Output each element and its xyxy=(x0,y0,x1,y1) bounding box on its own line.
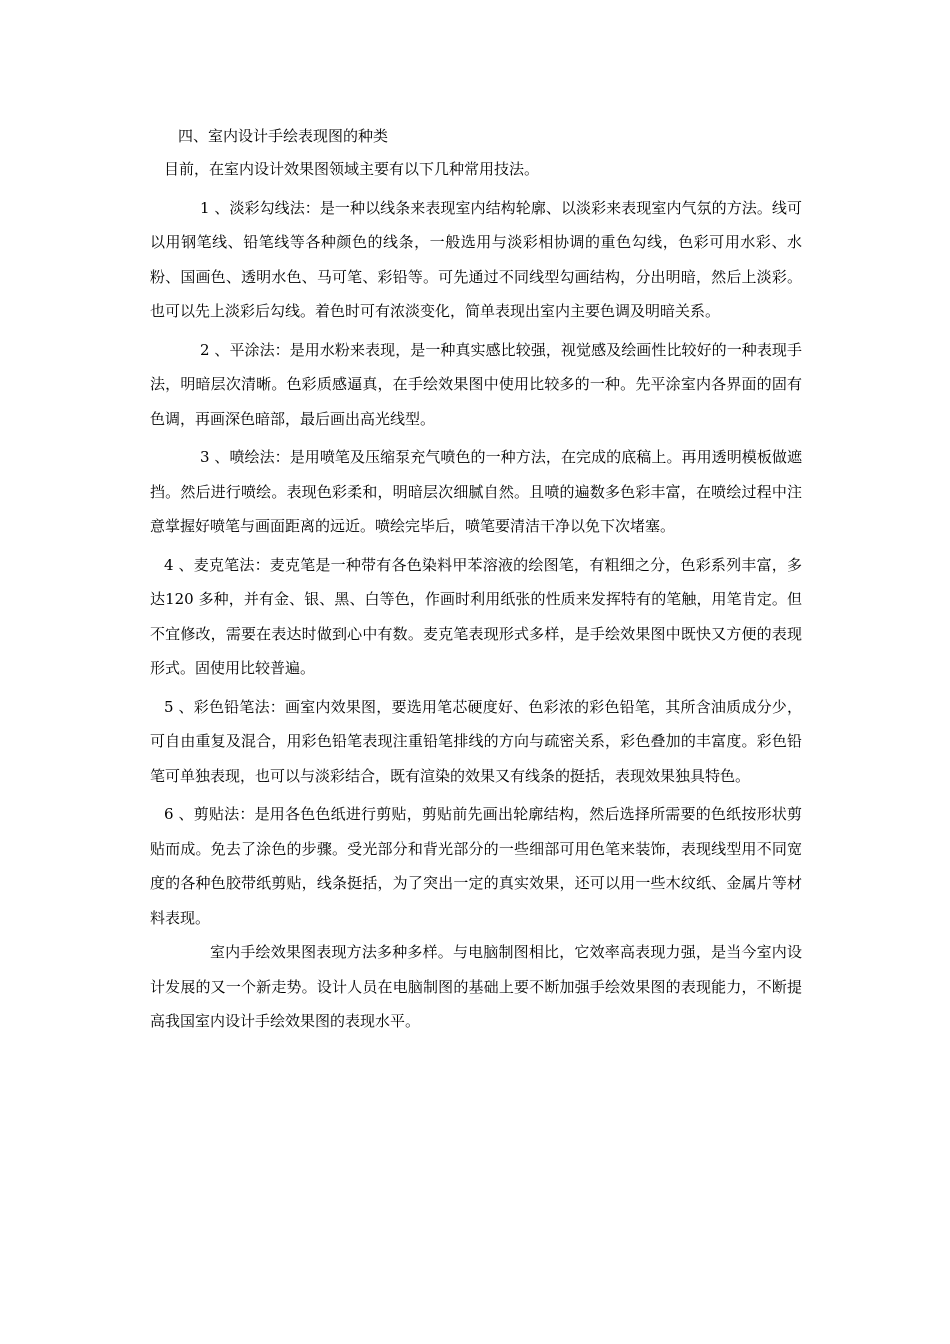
method-paragraph-1: 1 、淡彩勾线法：是一种以线条来表现室内结构轮廓、以淡彩来表现室内气氛的方法。线可以用钢笔线、铅笔线等各种颜色的线条，一般选用与淡彩相协调的重色勾线，色彩可用水彩、水粉、国画色、透明水色、马可笔、彩铅等。可先通过不同线型勾画结构，分出明暗，然后上淡彩。也可以先上淡彩后勾线。着色时可有浓淡变化，简单表现出室内主要色调及明暗关系。 xyxy=(150,198,802,320)
intro-paragraph: 目前，在室内设计效果图领域主要有以下几种常用技法。 xyxy=(164,160,540,178)
method-paragraph-6: 6 、剪贴法：是用各色色纸进行剪贴，剪贴前先画出轮廓结构，然后选择所需要的色纸按形状剪贴而成。免去了涂色的步骤。受光部分和背光部分的一些细部可用色笔来装饰，表现线型用不同宽度的各种色胶带纸剪贴，线条挺括，为了突出一定的真实效果，还可以用一些木纹纸、金属片等材料表现。 xyxy=(150,805,802,927)
method-paragraph-4: 4 、麦克笔法：麦克笔是一种带有各色染料甲苯溶液的绘图笔，有粗细之分，色彩系列丰富，多达120 多种，并有金、银、黑、白等色，作画时利用纸张的性质来发挥特有的笔触，用笔肯定。但不宜修改，需要在表达时做到心中有数。麦克笔表现形式多样，是手绘效果图中既快又方便的表现形式。固使用比较普遍。 xyxy=(150,555,802,677)
section-heading: 四、室内设计手绘表现图的种类 xyxy=(178,127,389,145)
method-paragraph-5: 5 、彩色铅笔法：画室内效果图，要选用笔芯硬度好、色彩浓的彩色铅笔，其所含油质成分少，可自由重复及混合，用彩色铅笔表现注重铅笔排线的方向与疏密关系，彩色叠加的丰富度。彩色铅笔可单独表现，也可以与淡彩结合，既有渲染的效果又有线条的挺括，表现效果独具特色。 xyxy=(150,697,802,785)
conclusion-paragraph: 室内手绘效果图表现方法多种多样。与电脑制图相比，它效率高表现力强，是当今室内设计发展的又一个新走势。设计人员在电脑制图的基础上要不断加强手绘效果图的表现能力，不断提高我国室内设计手绘效果图的表现水平。 xyxy=(150,943,802,1030)
method-paragraph-2: 2 、平涂法：是用水粉来表现，是一种真实感比较强，视觉感及绘画性比较好的一种表现手法，明暗层次清晰。色彩质感逼真，在手绘效果图中使用比较多的一种。先平涂室内各界面的固有色调，再画深色暗部，最后画出高光线型。 xyxy=(150,340,802,428)
document-body xyxy=(150,120,802,1039)
method-paragraph-3: 3 、喷绘法：是用喷笔及压缩泵充气喷色的一种方法，在完成的底稿上。再用透明模板做遮挡。然后进行喷绘。表现色彩柔和，明暗层次细腻自然。且喷的遍数多色彩丰富，在喷绘过程中注意掌握好喷笔与画面距离的远近。喷绘完毕后，喷笔要清洁干净以免下次堵塞。 xyxy=(150,448,802,535)
